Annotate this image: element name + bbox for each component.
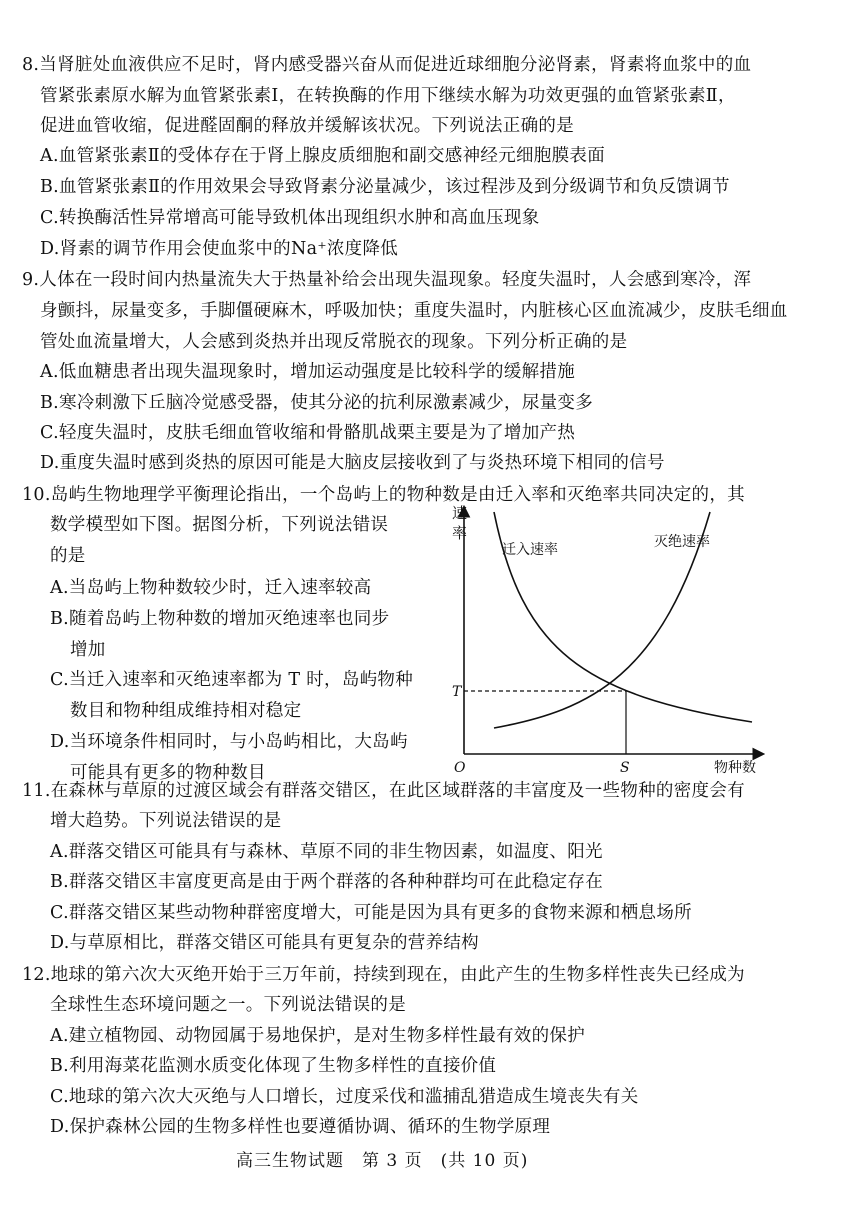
q9-option-d: D.重度失温时感到炎热的原因可能是大脑皮层接收到了与炎热环境下相同的信号 [40,453,665,473]
q10-stem-line-2: 数学模型如下图。据图分析，下列说法错误 [50,515,389,535]
q9-stem-line-1: 9.人体在一段时间内热量流失大于热量补给会出现失温现象。轻度失温时，人会感到寒冷，浑 [22,270,752,290]
q10-option-b-line-2: 增加 [70,640,106,660]
y-axis-label-1: 速 [452,504,468,522]
q12-option-b: B.利用海菜花监测水质变化体现了生物多样性的直接价值 [50,1056,497,1076]
q10-option-d-line-2: 可能具有更多的物种数目 [70,763,266,783]
immigration-curve-label: 迁入速率 [502,542,558,558]
q10-option-d-line-1: D.当环境条件相同时，与小岛屿相比，大岛屿 [50,732,408,752]
q8-stem-line-2: 管紧张素原水解为血管紧张素Ⅰ，在转换酶的作用下继续水解为功效更强的血管紧张素Ⅱ， [40,86,736,106]
q9-stem-line-3: 管处血流量增大，人会感到炎热并出现反常脱衣的现象。下列分析正确的是 [40,332,628,352]
q11-stem-line-2: 增大趋势。下列说法错误的是 [50,811,282,831]
q11-option-d: D.与草原相比，群落交错区可能具有更复杂的营养结构 [50,933,479,953]
extinction-curve-label: 灭绝速率 [654,534,710,550]
q11-stem-line-1: 11.在森林与草原的过渡区域会有群落交错区，在此区域群落的丰富度及一些物种的密度会有 [22,781,745,801]
q10-option-b-line-1: B.随着岛屿上物种数的增加灭绝速率也同步 [50,609,390,629]
q8-option-b: B.血管紧张素Ⅱ的作用效果会导致肾素分泌量减少，该过程涉及到分级调节和负反馈调节 [40,177,730,197]
q8-option-d: D.肾素的调节作用会使血浆中的Na⁺浓度降低 [40,239,399,259]
y-axis-label-2: 率 [452,524,468,542]
page-footer: 高三生物试题 第 3 页 (共 10 页) [236,1151,529,1171]
q9-option-b: B.寒冷刺激下丘脑冷觉感受器，使其分泌的抗利尿激素减少，尿量变多 [40,393,594,413]
q11-option-c: C.群落交错区某些动物种群密度增大，可能是因为具有更多的食物来源和栖息场所 [50,903,692,923]
q9-stem-line-2: 身颤抖，尿量变多，手脚僵硬麻木，呼吸加快；重度失温时，内脏核心区血流减少，皮肤毛细血 [40,301,788,321]
q10-stem-line-1: 10.岛屿生物地理学平衡理论指出，一个岛屿上的物种数是由迁入率和灭绝率共同决定的，其 [22,485,745,505]
q9-option-a: A.低血糖患者出现失温现象时，增加运动强度是比较科学的缓解措施 [40,362,575,382]
q12-option-a: A.建立植物园、动物园属于易地保护，是对生物多样性最有效的保护 [50,1026,585,1046]
q12-option-d: D.保护森林公园的生物多样性也要遵循协调、循环的生物学原理 [50,1117,551,1137]
q11-option-a: A.群落交错区可能具有与森林、草原不同的非生物因素，如温度、阳光 [50,842,603,862]
origin-label: O [454,760,466,776]
q10-option-a: A.当岛屿上物种数较少时，迁入速率较高 [50,578,372,598]
q9-option-c: C.轻度失温时，皮肤毛细血管收缩和骨骼肌战栗主要是为了增加产热 [40,423,576,443]
q8-option-a: A.血管紧张素Ⅱ的受体存在于肾上腺皮质细胞和副交感神经元细胞膜表面 [40,146,605,166]
q12-stem-line-1: 12.地球的第六次大灭绝开始于三万年前，持续到现在，由此产生的生物多样性丧失已经成为 [22,965,745,985]
q8-stem-line-3: 促进血管收缩，促进醛固酮的释放并缓解该状况。下列说法正确的是 [40,116,574,136]
s-label: S [620,760,630,776]
t-label: T [452,684,462,700]
q12-stem-line-2: 全球性生态环境问题之一。下列说法错误的是 [50,995,406,1015]
q10-option-c-line-2: 数目和物种组成维持相对稳定 [70,701,302,721]
q10-stem-line-3: 的是 [50,546,86,566]
q8-option-c: C.转换酶活性异常增高可能导致机体出现组织水肿和高血压现象 [40,208,540,228]
x-axis-label: 物种数 [714,760,756,776]
island-biogeography-graph [432,500,772,780]
q10-option-c-line-1: C.当迁入速率和灭绝速率都为 T 时，岛屿物种 [50,670,414,690]
q12-option-c: C.地球的第六次大灭绝与人口增长，过度采伐和滥捕乱猎造成生境丧失有关 [50,1087,639,1107]
q11-option-b: B.群落交错区丰富度更高是由于两个群落的各种种群均可在此稳定存在 [50,872,604,892]
q8-stem-line-1: 8.当肾脏处血液供应不足时，肾内感受器兴奋从而促进近球细胞分泌肾素，肾素将血浆中的血 [22,55,752,75]
